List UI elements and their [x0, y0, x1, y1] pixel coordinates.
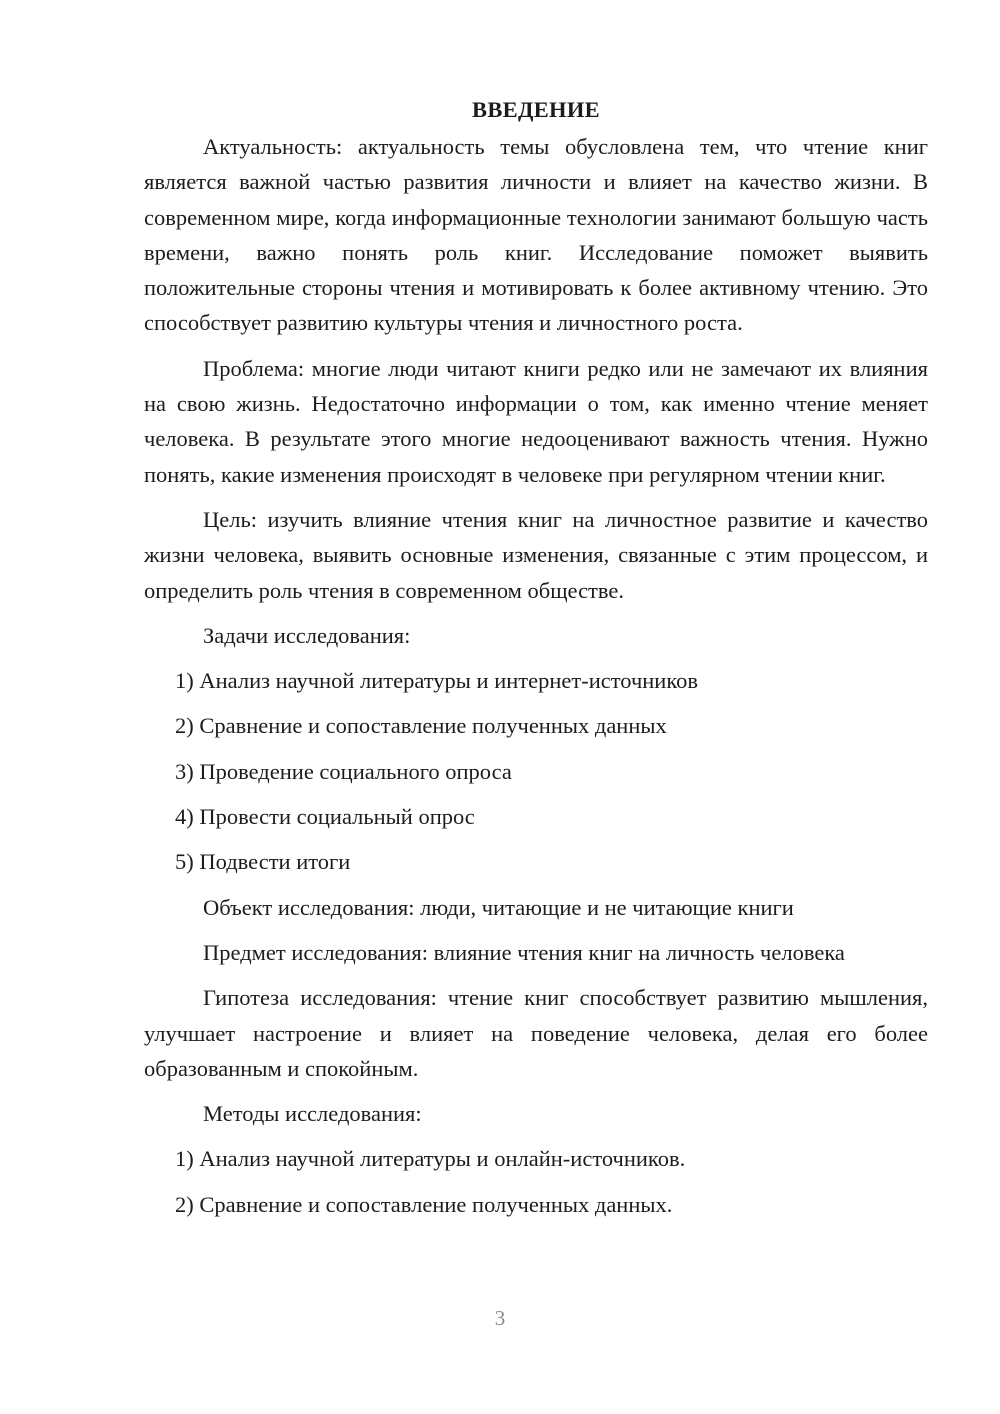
page-content [144, 92, 928, 1232]
task-item-4: 4) Провести социальный опрос [175, 804, 475, 830]
method-item-1: 1) Анализ научной литературы и онлайн-источников. [175, 1146, 686, 1172]
task-item-2: 2) Сравнение и сопоставление полученных данных [175, 713, 667, 739]
methods-heading: Методы исследования: [203, 1101, 422, 1127]
subject-line: Предмет исследования: влияние чтения книг на личность человека [203, 939, 845, 965]
task-item-5: 5) Подвести итоги [175, 849, 351, 875]
task-item-1: 1) Анализ научной литературы и интернет-источников [175, 668, 699, 694]
section-title: ВВЕДЕНИЕ [472, 97, 600, 122]
method-item-2: 2) Сравнение и сопоставление полученных данных. [175, 1191, 673, 1217]
object-line: Объект исследования: люди, читающие и не читающие книги [203, 894, 794, 920]
tasks-heading: Задачи исследования: [203, 622, 411, 648]
hypothesis-paragraph: Гипотеза исследования: чтение книг способствует развитию мышления, улучшает настроение и влияет на поведение человека, делая его более образованным и спокойным. [144, 985, 928, 1081]
task-item-3: 3) Проведение социального опроса [175, 758, 512, 784]
page-number: 3 [494, 1306, 506, 1330]
problem-paragraph: Проблема: многие люди читают книги редко или не замечают их влияния на свою жизнь. Недостаточно информации о том, как именно чтение меняет человека. В результате этого многие недооценивают важность чтения. Нужно понять, какие изменения происходят в человеке при регулярном чтении книг. [144, 355, 928, 487]
relevance-paragraph: Актуальность: актуальность темы обусловлена тем, что чтение книг является важной частью развития личности и влияет на качество жизни. В современном мире, когда информационные технологии занимают большую часть времени, важно понять роль книг. Исследование поможет выявить положительные стороны чтения и мотивировать к более активному чтению. Это способствует развитию культуры чтения и личностного роста. [144, 134, 928, 336]
goal-paragraph: Цель: изучить влияние чтения книг на личностное развитие и качество жизни человека, выявить основные изменения, связанные с этим процессом, и определить роль чтения в современном обществе. [144, 506, 928, 603]
